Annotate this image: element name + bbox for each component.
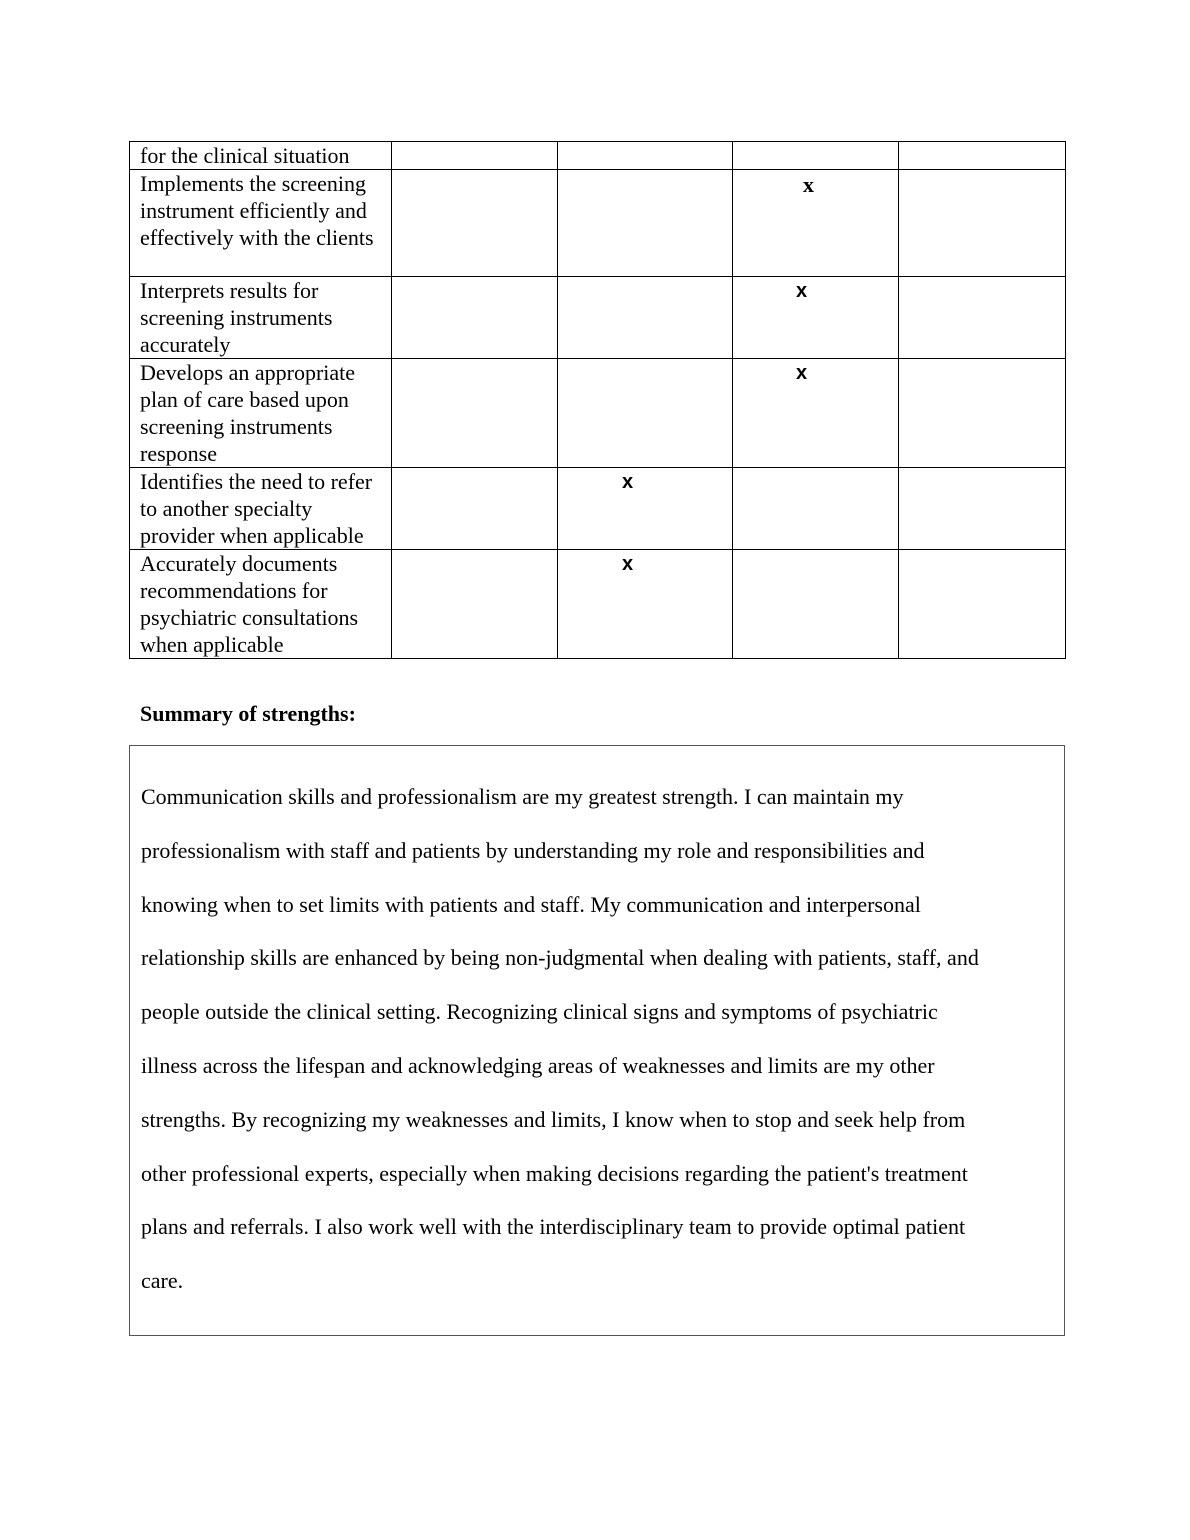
summary-line: plans and referrals. I also work well with the interdisciplinary team to provide optimal patient <box>141 1214 966 1240</box>
summary-line: care. <box>141 1268 184 1294</box>
summary-line: Communication skills and professionalism are my greatest strength. I can maintain my <box>141 784 904 809</box>
rating-cell <box>558 468 733 550</box>
summary-box <box>129 745 1065 1336</box>
criterion-cell: Accurately documents recommendations for psychiatric consultations when applicable <box>130 550 392 659</box>
rating-cell <box>392 277 558 359</box>
summary-line: strengths. By recognizing my weaknesses and limits, I know when to stop and seek help from <box>141 1106 966 1132</box>
rating-cell <box>558 359 733 468</box>
rating-cell <box>899 468 1066 550</box>
summary-line: professionalism with staff and patients by understanding my role and responsibilities and <box>141 837 925 863</box>
summary-line: people outside the clinical setting. Recognizing clinical signs and symptoms of psychiatric <box>141 999 938 1025</box>
rating-cell <box>392 142 558 170</box>
rating-cell <box>558 142 733 170</box>
rating-cell <box>392 468 558 550</box>
rating-cell <box>733 170 899 277</box>
summary-heading: Summary of strengths: <box>140 701 356 726</box>
summary-line: relationship skills are enhanced by being non-judgmental when dealing with patients, staff, and <box>141 945 979 971</box>
criterion-cell: Develops an appropriate plan of care based upon screening instruments response <box>130 359 392 468</box>
rating-cell <box>733 277 899 359</box>
table-row <box>130 468 1066 550</box>
check-mark: x <box>622 471 634 493</box>
rating-cell <box>899 550 1066 659</box>
table-row <box>130 550 1066 659</box>
criterion-cell: Identifies the need to refer to another specialty provider when applicable <box>130 468 392 550</box>
summary-text <box>141 770 1041 1308</box>
criterion-cell: for the clinical situation <box>130 142 392 170</box>
rating-cell <box>733 359 899 468</box>
rating-cell <box>558 170 733 277</box>
rating-cell <box>392 359 558 468</box>
check-mark: x <box>796 362 808 384</box>
criterion-cell: Implements the screening instrument efficiently and effectively with the clients <box>130 170 392 277</box>
check-mark: x <box>622 553 634 575</box>
rating-cell <box>558 277 733 359</box>
summary-line: other professional experts, especially when making decisions regarding the patient's treatment <box>141 1160 968 1186</box>
rating-cell <box>899 142 1066 170</box>
rating-cell <box>392 550 558 659</box>
check-mark: x <box>803 172 814 197</box>
table-row <box>130 142 1066 170</box>
check-mark: x <box>796 280 808 302</box>
rating-cell <box>733 142 899 170</box>
summary-line: illness across the lifespan and acknowledging areas of weaknesses and limits are my other <box>141 1052 935 1078</box>
table-row <box>130 277 1066 359</box>
rating-cell <box>392 170 558 277</box>
evaluation-table <box>129 141 1066 659</box>
table-row <box>130 170 1066 277</box>
summary-line: knowing when to set limits with patients and staff. My communication and interpersonal <box>141 891 921 917</box>
criterion-cell: Interprets results for screening instruments accurately <box>130 277 392 359</box>
rating-cell <box>558 550 733 659</box>
table-row <box>130 359 1066 468</box>
